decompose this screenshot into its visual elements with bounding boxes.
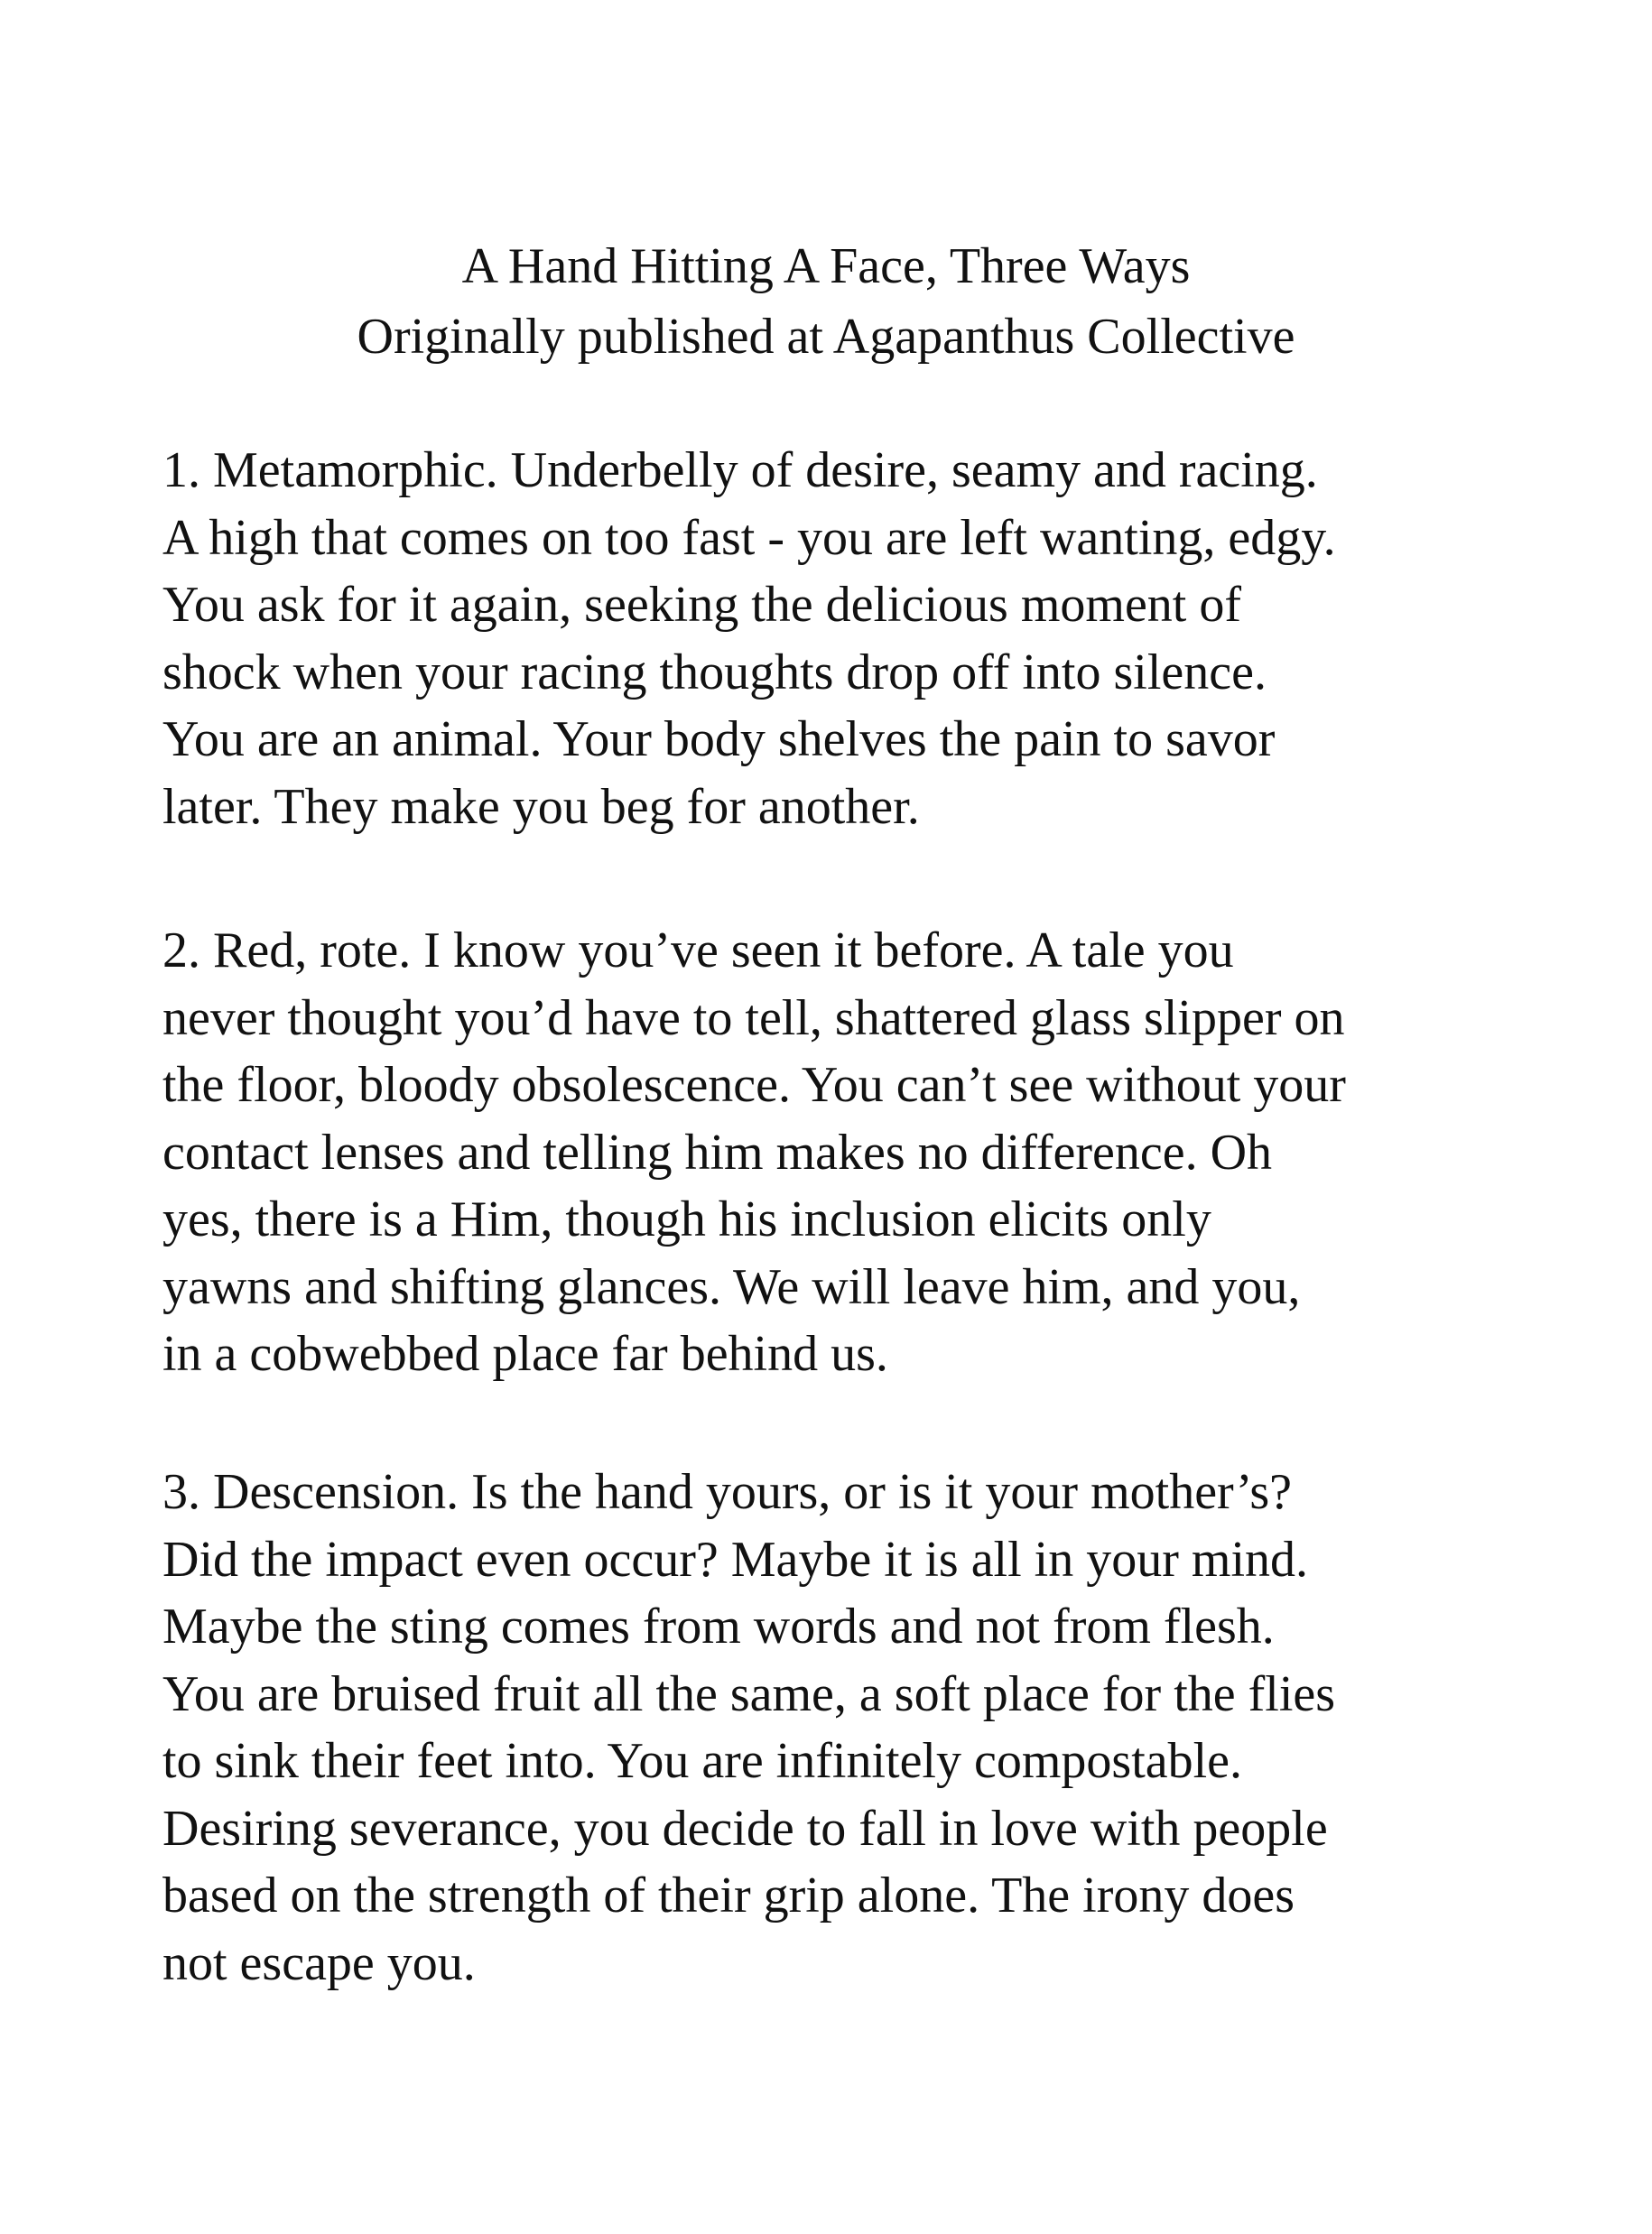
section-2-paragraph [162, 917, 1535, 1388]
text-line: 1. Metamorphic. Underbelly of desire, seamy and racing. [162, 442, 1318, 498]
text-line: You are bruised fruit all the same, a soft place for the flies [162, 1665, 1336, 1722]
document-subtitle: Originally published at Agapanthus Collective [357, 309, 1295, 365]
text-line: never thought you’d have to tell, shattered glass slipper on [162, 989, 1345, 1046]
section-1-paragraph [162, 437, 1535, 840]
text-line: shock when your racing thoughts drop off into silence. [162, 644, 1267, 700]
text-line: Did the impact even occur? Maybe it is all in your mind. [162, 1531, 1308, 1588]
text-line: Desiring severance, you decide to fall in love with people [162, 1800, 1328, 1857]
text-line: contact lenses and telling him makes no difference. Oh [162, 1124, 1273, 1181]
text-line: based on the strength of their grip alone. The irony does [162, 1868, 1295, 1923]
document-title: A Hand Hitting A Face, Three Ways [461, 238, 1191, 294]
text-line: 3. Descension. Is the hand yours, or is it your mother’s? [162, 1464, 1292, 1520]
text-line: yawns and shifting glances. We will leave him, and you, [162, 1258, 1301, 1315]
text-line: later. They make you beg for another. [162, 778, 920, 835]
text-line: You ask for it again, seeking the delicious moment of [162, 577, 1242, 633]
section-3-paragraph [162, 1459, 1535, 1997]
text-line: to sink their feet into. You are infinitely compostable. [162, 1733, 1243, 1789]
text-line: not escape you. [162, 1934, 476, 1991]
text-line: Maybe the sting comes from words and not from flesh. [162, 1599, 1275, 1655]
text-line: yes, there is a Him, though his inclusion elicits only [162, 1191, 1211, 1247]
text-line: in a cobwebbed place far behind us. [162, 1326, 888, 1382]
text-line: 2. Red, rote. I know you’ve seen it before. A tale you [162, 922, 1234, 978]
text-line: You are an animal. Your body shelves the pain to savor [162, 711, 1276, 767]
text-line: A high that comes on too fast - you are left wanting, edgy. [162, 509, 1336, 566]
document-header [0, 231, 1652, 372]
text-line: the floor, bloody obsolescence. You can’t see without your [162, 1057, 1346, 1113]
